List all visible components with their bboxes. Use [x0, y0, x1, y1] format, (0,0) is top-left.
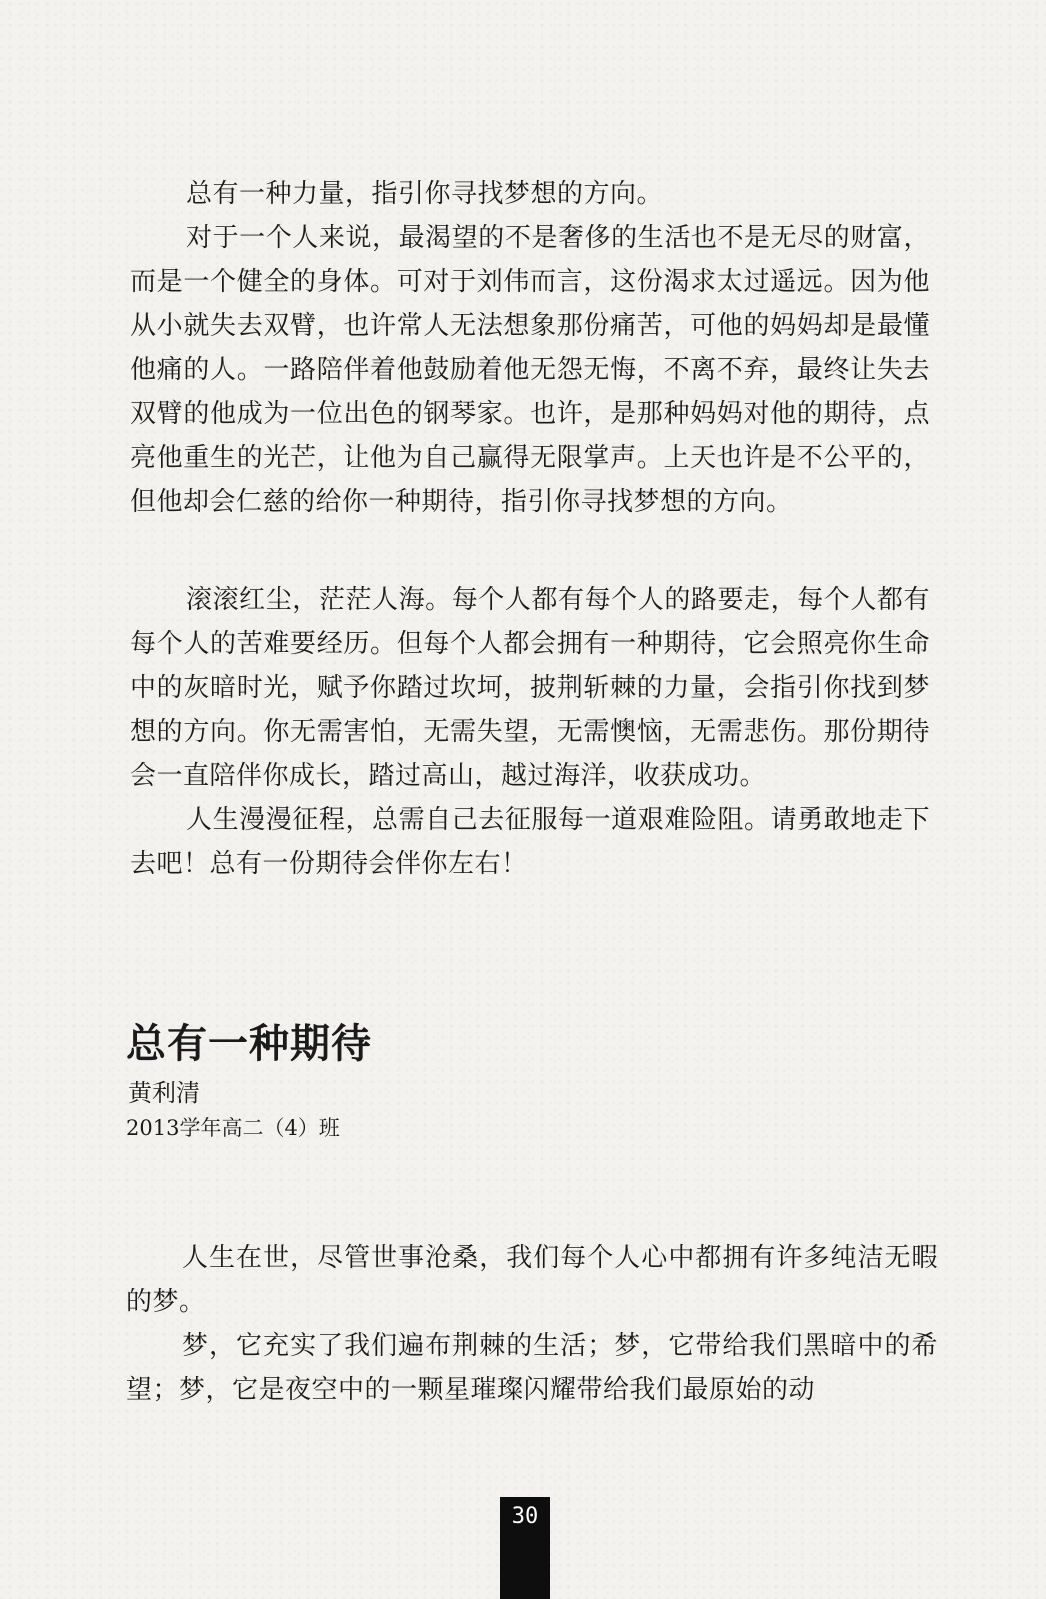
- article-paragraph-2: 梦，它充实了我们遍布荆棘的生活；梦，它带给我们黑暗中的希望；梦，它是夜空中的一颗星璀璨闪耀带给我们最原始的动: [126, 1331, 938, 1405]
- article-paragraph-1: 人生在世，尽管世事沧桑，我们每个人心中都拥有许多纯洁无暇的梦。: [126, 1243, 938, 1317]
- essay-paragraph-3: 滚滚红尘，茫茫人海。每个人都有每个人的路要走，每个人都有每个人的苦难要经历。但每个人都会拥有一种期待，它会照亮你生命中的灰暗时光，赋予你踏过坎坷，披荆斩棘的力量，会指引你找到梦想的方向。你无需害怕，无需失望，无需懊恼，无需悲伤。那份期待会一直陪伴你成长，踏过高山，越过海洋，收获成功。: [130, 585, 930, 791]
- article-author: 黄利清: [128, 1079, 200, 1107]
- article-title: 总有一种期待: [126, 1021, 372, 1067]
- page-number: 30: [500, 1497, 550, 1599]
- article-class-info: 2013学年高二（4）班: [126, 1116, 340, 1140]
- essay-paragraph-2: 对于一个人来说，最渴望的不是奢侈的生活也不是无尽的财富，而是一个健全的身体。可对于刘伟而言，这份渴求太过遥远。因为他从小就失去双臂，也许常人无法想象那份痛苦，可他的妈妈却是最懂他痛的人。一路陪伴着他鼓励着他无怨无悔，不离不弃，最终让失去双臂的他成为一位出色的钢琴家。也许，是那种妈妈对他的期待，点亮他重生的光芒，让他为自己赢得无限掌声。上天也许是不公平的，但他却会仁慈的给你一种期待，指引你寻找梦想的方向。: [130, 223, 930, 517]
- essay-paragraph-1: 总有一种力量，指引你寻找梦想的方向。: [186, 179, 664, 209]
- essay-paragraph-4: 人生漫漫征程，总需自己去征服每一道艰难险阻。请勇敢地走下去吧！总有一份期待会伴你左右！: [130, 805, 930, 879]
